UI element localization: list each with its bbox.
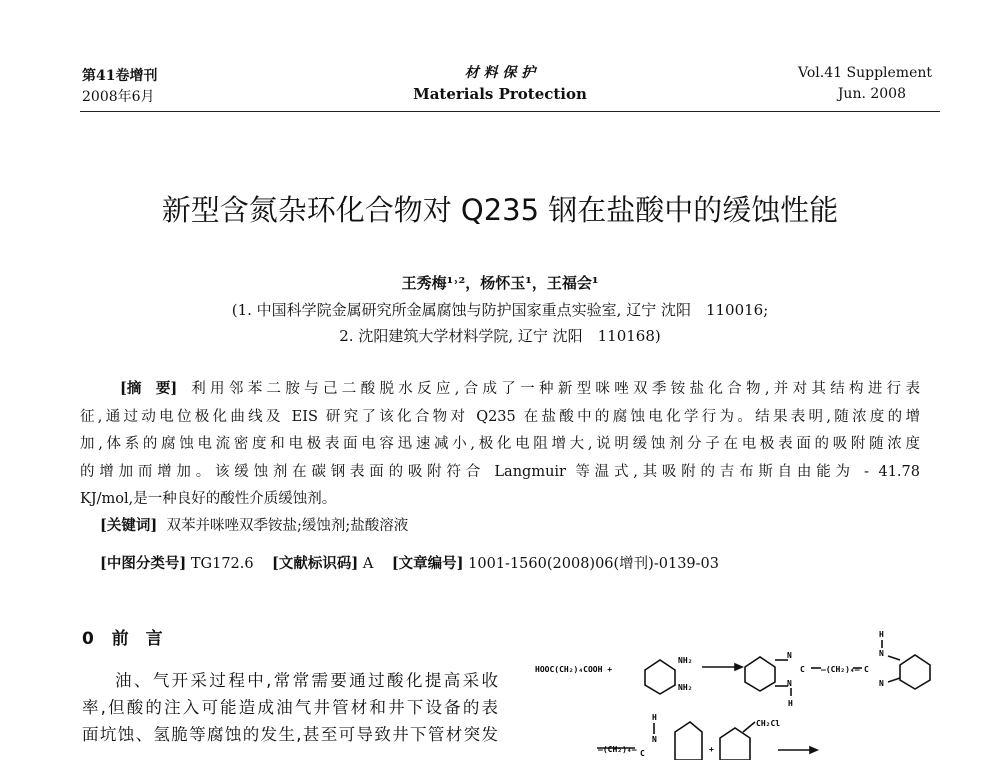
svg-text:—(CH₂)₄—: —(CH₂)₄— (821, 665, 860, 674)
body-line-1: 油、气开采过程中,常常需要通过酸化提高采收 (115, 671, 498, 690)
abstract-line-4: 的增加而增加。该缓蚀剂在碳钢表面的吸附符合 Langmuir 等温式,其吸附的吉布斯自由能为 - 41.78 (80, 464, 920, 480)
svg-text:H: H (879, 630, 884, 639)
svg-text:C: C (864, 665, 869, 674)
journal-cn: 材 料 保 护 (464, 65, 536, 81)
volume-cn: 第41卷增刊 (82, 68, 158, 84)
svg-text:H: H (788, 699, 793, 708)
benzene-ring-1 (645, 660, 675, 694)
abstract-line-5: KJ/mol,是一种良好的酸性介质缓蚀剂。 (80, 491, 337, 507)
abstract-line-1: [摘 要] 利用邻苯二胺与己二酸脱水反应,合成了一种新型咪唑双季铵盐化合物,并对其结构进行表 (120, 377, 920, 398)
svg-text:N: N (879, 649, 884, 658)
body-line-2: 率,但酸的注入可能造成油气井管材和井下设备的表 (82, 698, 498, 717)
svg-text:N: N (879, 679, 884, 688)
header-rule (80, 111, 940, 112)
body-line-3: 面坑蚀、氢脆等腐蚀的发生,甚至可导致井下管材突发 (82, 725, 498, 744)
benzene-ring-5 (720, 728, 750, 760)
benzene-ring-2 (745, 657, 775, 691)
authors: 王秀梅¹˒²，杨怀玉¹，王福会¹ (401, 274, 599, 292)
svg-text:NH₂: NH₂ (678, 683, 693, 692)
date-cn: 2008年6月 (82, 89, 155, 105)
abstract-line-2: 征,通过动电位极化曲线及 EIS 研究了该化合物对 Q235 在盐酸中的腐蚀电化学行为。结果表明,随浓度的增 (80, 409, 920, 425)
benzene-ring-4 (675, 722, 702, 760)
synthesis-scheme (480, 610, 960, 760)
svg-text:N: N (652, 735, 657, 744)
scheme-reactant: HOOC(CH₂)₄COOH + (535, 665, 613, 674)
svg-text:N: N (787, 679, 792, 688)
volume-en: Vol.41 Supplement (798, 65, 932, 81)
svg-text:NH₂: NH₂ (678, 656, 693, 665)
svg-text:H: H (652, 713, 657, 722)
date-en: Jun. 2008 (837, 86, 906, 102)
section-heading: 0 前 言 (82, 629, 163, 649)
keywords-label: [关键词] (100, 517, 158, 534)
abstract-line-3: 加,体系的腐蚀电流密度和电极表面电容迅速减小,极化电阻增大,说明缓蚀剂分子在电极表面的吸附随浓度 (80, 436, 920, 452)
svg-text:—(CH₂)₄—: —(CH₂)₄— (598, 745, 637, 754)
paper-title: 新型含氮杂环化合物对 Q235 钢在盐酸中的缓蚀性能 (161, 193, 839, 227)
svg-text:+: + (709, 745, 714, 754)
classification: [中图分类号] TG172.6 [文献标识码] A [文章编号] 1001-1560(2008)06(增刊)-0139-03 (100, 555, 719, 572)
journal-en: Materials Protection (413, 85, 587, 103)
affiliation-1: (1. 中国科学院金属研究所金属腐蚀与防护国家重点实验室, 辽宁 沈阳 110016; (231, 301, 769, 319)
svg-text:N: N (787, 651, 792, 660)
benzene-ring-3 (900, 655, 930, 689)
abstract-label: [摘 要] (120, 380, 178, 397)
svg-text:CH₂Cl: CH₂Cl (756, 719, 781, 728)
affiliation-2: 2. 沈阳建筑大学材料学院, 辽宁 沈阳 110168) (339, 327, 661, 345)
svg-text:C: C (800, 665, 805, 674)
keywords: [关键词] 双苯并咪唑双季铵盐;缓蚀剂;盐酸溶液 (100, 517, 409, 534)
svg-text:C: C (640, 749, 645, 758)
